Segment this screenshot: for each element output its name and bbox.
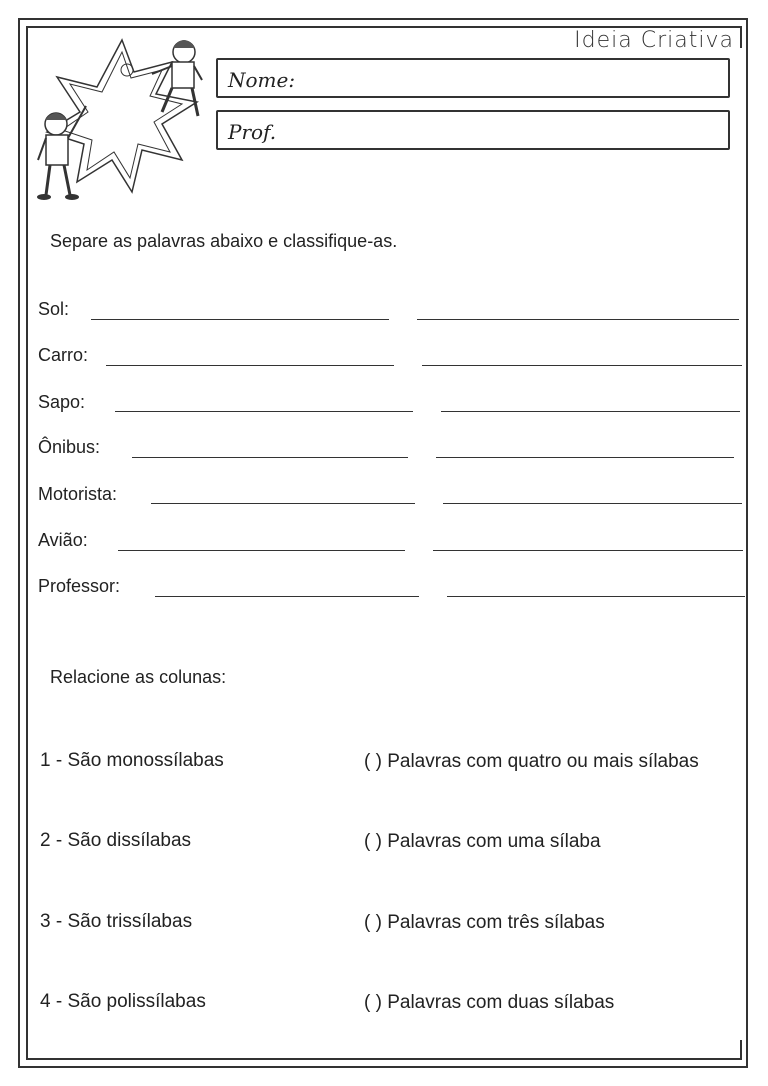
teacher-label: Prof. — [228, 120, 277, 144]
answer-line-classification[interactable] — [436, 457, 734, 458]
teacher-field[interactable] — [216, 110, 730, 150]
answer-line-classification[interactable] — [447, 596, 745, 597]
answer-line-classification[interactable] — [422, 365, 742, 366]
answer-line-syllables[interactable] — [132, 457, 408, 458]
instruction-separate: Separe as palavras abaixo e classifique-as. — [50, 231, 398, 251]
answer-line-classification[interactable] — [433, 550, 743, 551]
word-label: Carro: — [38, 345, 89, 365]
star-children-illustration — [32, 32, 204, 204]
match-right-item[interactable]: ( ) Palavras com quatro ou mais sílabas — [364, 751, 699, 772]
name-label: Nome: — [228, 68, 296, 92]
answer-line-classification[interactable] — [417, 319, 739, 320]
match-left-item: 3 - São trissílabas — [40, 911, 193, 932]
answer-line-syllables[interactable] — [91, 319, 389, 320]
match-right-item[interactable]: ( ) Palavras com três sílabas — [364, 912, 605, 933]
word-label: Motorista: — [38, 484, 118, 504]
word-label: Avião: — [38, 530, 88, 550]
brand-title: Ideia Criativa — [574, 28, 734, 53]
word-label: Sapo: — [38, 392, 86, 412]
page-border-inner-left — [26, 26, 28, 1060]
answer-line-syllables[interactable] — [151, 503, 415, 504]
match-left-item: 2 - São dissílabas — [40, 830, 192, 851]
answer-line-syllables[interactable] — [155, 596, 419, 597]
word-label: Sol: — [38, 299, 70, 319]
answer-line-syllables[interactable] — [115, 411, 413, 412]
name-field[interactable] — [216, 58, 730, 98]
match-right-item[interactable]: ( ) Palavras com uma sílaba — [364, 831, 601, 852]
answer-line-syllables[interactable] — [106, 365, 394, 366]
page-border-inner-right-stub — [740, 1040, 742, 1060]
word-label: Professor: — [38, 576, 121, 596]
match-left-item: 4 - São polissílabas — [40, 991, 206, 1012]
page-border-inner-right-top — [740, 26, 742, 48]
match-right-item[interactable]: ( ) Palavras com duas sílabas — [364, 992, 615, 1013]
instruction-match: Relacione as colunas: — [50, 667, 227, 687]
answer-line-classification[interactable] — [443, 503, 742, 504]
answer-line-classification[interactable] — [441, 411, 740, 412]
match-left-item: 1 - São monossílabas — [40, 750, 224, 771]
answer-line-syllables[interactable] — [118, 550, 405, 551]
word-label: Ônibus: — [38, 437, 101, 457]
page-border-inner-bottom — [26, 1058, 742, 1060]
